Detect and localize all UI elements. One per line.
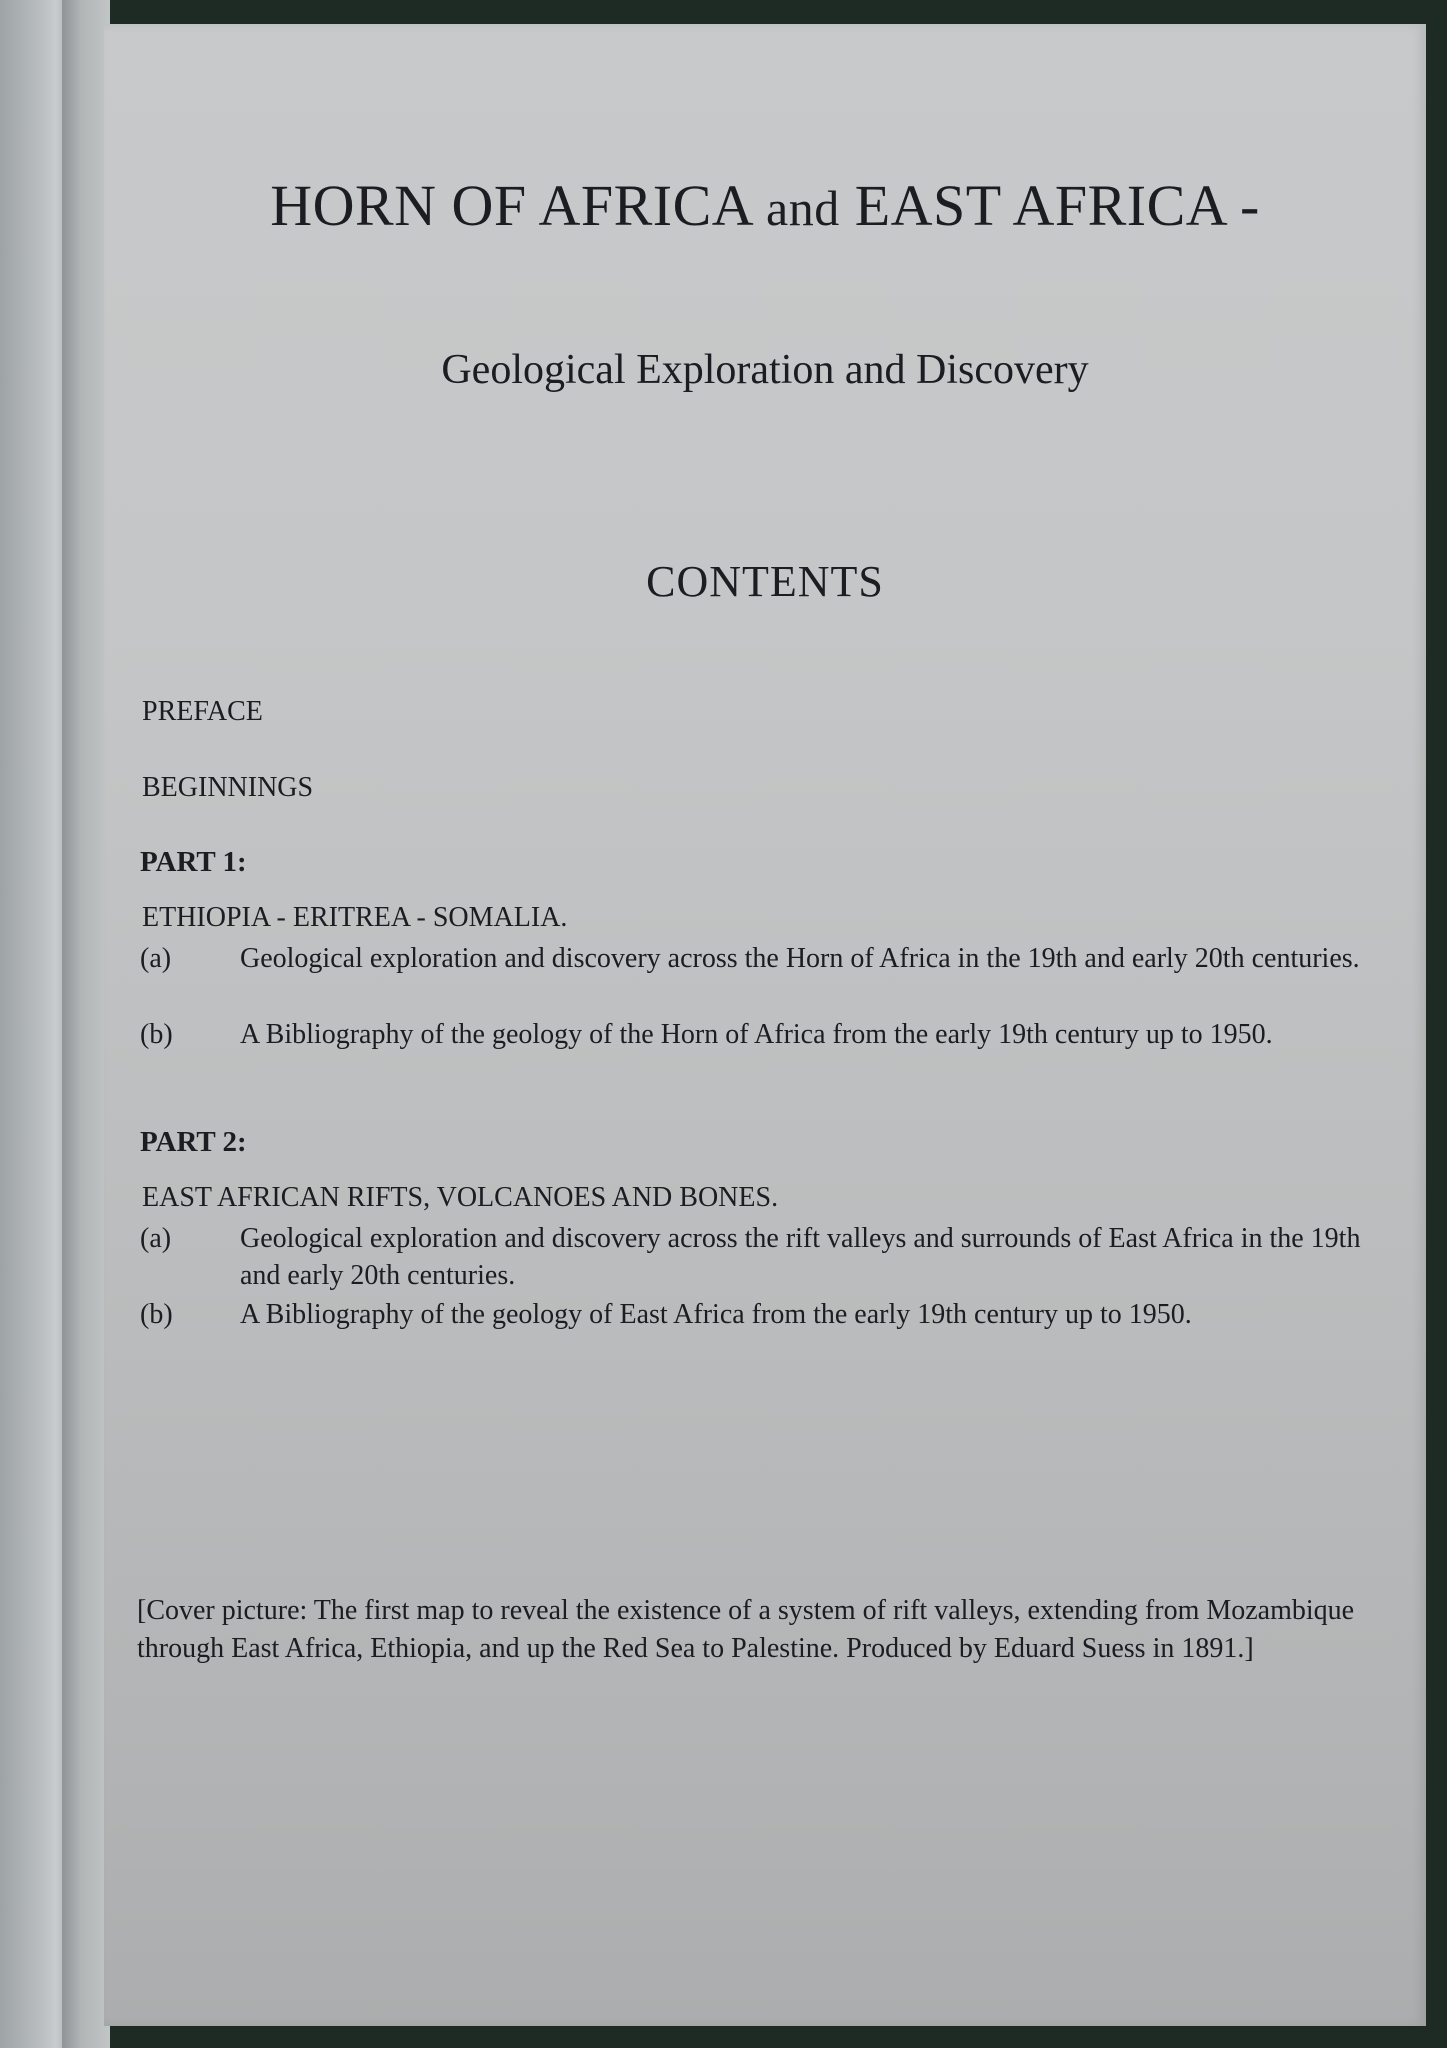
part1-item-b (140, 1016, 1400, 1053)
book-title (104, 172, 1426, 239)
item-marker: (b) (140, 1019, 173, 1050)
left-page-edge (0, 0, 70, 2048)
item-marker: (a) (140, 943, 172, 974)
item-marker: (a) (140, 1223, 172, 1254)
item-text: Geological exploration and discovery across the rift valleys and surrounds of East Africa in the 19th and early 20th centuries. (240, 1223, 1361, 1291)
title-rest: EAST AFRICA - (854, 173, 1260, 238)
part1-item-a (140, 940, 1400, 977)
item-text: A Bibliography of the geology of East Africa from the early 19th century up to 1950. (240, 1299, 1192, 1330)
item-text: A Bibliography of the geology of the Horn of Africa from the early 19th century up to 1950. (240, 1019, 1273, 1050)
title-and: and (766, 180, 840, 236)
entry-beginnings: BEGINNINGS (142, 772, 314, 803)
part2-item-b (140, 1296, 1400, 1333)
part2-label: PART 2: (140, 1126, 247, 1158)
entry-preface: PREFACE (142, 696, 263, 727)
part2-item-a (140, 1220, 1400, 1294)
part1-title: ETHIOPIA - ERITREA - SOMALIA. (142, 902, 568, 933)
contents-heading: CONTENTS (646, 557, 884, 606)
book-gutter (62, 0, 110, 2048)
title-main: HORN OF AFRICA (270, 173, 751, 238)
part1-label: PART 1: (140, 846, 247, 878)
part2-title: EAST AFRICAN RIFTS, VOLCANOES AND BONES. (142, 1182, 779, 1213)
cover-caption: [Cover picture: The first map to reveal the existence of a system of rift valleys, extending from Mozambique through East Africa, Ethiopia, and up the Red Sea to Palestine. Produced by Eduard Suess in 1891.] (137, 1595, 1355, 1664)
item-text: Geological exploration and discovery across the Horn of Africa in the 19th and early 20th centuries. (240, 943, 1360, 974)
book-subtitle: Geological Exploration and Discovery (441, 347, 1089, 393)
contents-page (104, 24, 1426, 2026)
item-marker: (b) (140, 1299, 173, 1330)
